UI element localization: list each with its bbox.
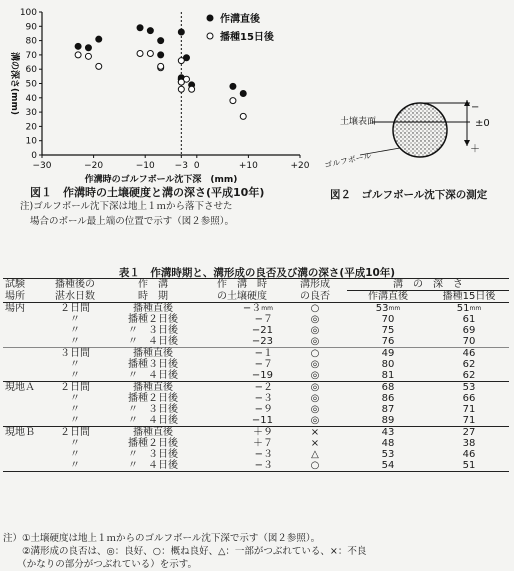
cell-d2: 70	[462, 336, 476, 347]
y-tick-label: 20	[25, 122, 37, 133]
hdr-site-2: 場所	[3, 291, 45, 303]
cell-days: 〃	[70, 370, 80, 381]
table-row	[3, 336, 509, 348]
cell-good: ◎	[310, 404, 320, 415]
cell-site: 場内	[5, 303, 25, 314]
point-15days	[75, 52, 81, 58]
fig1-note-line2: 場合のボール最上端の位置で示す（図２参照）。	[30, 216, 235, 227]
legend-label-1: 作溝直後	[220, 14, 260, 25]
cell-timing: 〃 ４日後	[128, 415, 178, 426]
cell-site	[3, 438, 45, 449]
cell-timing: 播種直後	[133, 303, 173, 314]
unit-label: mm	[261, 305, 273, 312]
cell-d2: 46	[429, 348, 509, 360]
cell-hard: −19	[251, 370, 273, 381]
cell-site	[3, 348, 45, 360]
cell-site: 現地Ａ	[3, 382, 45, 394]
cell-d1: 87	[381, 404, 395, 415]
cell-hard: −３	[254, 449, 273, 460]
legend-label-2: 播種15日後	[220, 32, 274, 43]
cell-timing: 播種２日後	[128, 438, 178, 449]
cell-site: 現地Ｂ	[3, 427, 45, 439]
hdr-depth-b: 播種15日後	[429, 291, 509, 303]
hdr-depth: 溝 の 深 さ	[347, 279, 509, 291]
cell-days: ２日間	[60, 303, 90, 314]
cell-good: ◎	[310, 370, 320, 381]
cell-hard: −９	[254, 404, 273, 415]
x-tick-label: −10	[135, 161, 155, 171]
cell-d2: 66	[462, 393, 476, 404]
cell-days: 〃	[70, 449, 80, 460]
point-immediate	[85, 45, 91, 51]
point-15days	[96, 63, 102, 69]
cell-d2: 51	[429, 460, 509, 472]
cell-good: ◎	[310, 314, 320, 325]
point-15days	[158, 63, 164, 69]
cell-d1: 54	[347, 460, 429, 472]
x-tick-label: +20	[290, 161, 310, 171]
y-tick-label: 10	[25, 136, 37, 147]
cell-hard: ＋９	[201, 427, 283, 439]
surface-label: 土壌表面	[340, 117, 377, 127]
y-tick-label: 50	[25, 79, 37, 90]
y-tick-label: 40	[25, 93, 37, 104]
cell-good: ×	[283, 427, 347, 439]
cell-good: ×	[310, 438, 320, 449]
unit-label: mm	[388, 305, 401, 312]
cell-d2: $51^{mm}$	[456, 303, 482, 314]
point-immediate	[158, 52, 164, 58]
ball-label: ゴルフボール	[323, 151, 373, 170]
cell-d2: 62	[462, 370, 476, 381]
depth-scatter-chart	[0, 0, 320, 190]
cell-good: ◎	[310, 336, 320, 347]
table-row	[3, 460, 509, 472]
table-row	[3, 438, 509, 449]
cell-site	[3, 359, 45, 370]
cell-good: ◎	[310, 415, 320, 426]
cell-d1: 76	[381, 336, 395, 347]
y-axis-label: 溝の深さ(mm)	[9, 52, 19, 115]
point-15days	[147, 50, 153, 56]
cell-hard: −23	[251, 336, 273, 347]
cell-good: △	[311, 449, 319, 460]
cell-timing: 〃 ４日後	[128, 336, 178, 347]
cell-d1: 48	[381, 438, 395, 449]
table-row	[3, 325, 509, 336]
table-title: 表１ 作溝時期と、溝形成の良否及び溝の深さ(平成10年)	[118, 267, 396, 279]
point-15days	[189, 86, 195, 92]
table-note-2: ②溝形成の良否は、◎：良好、○：概ね良好、△：一部がつぶれている、×：不良	[3, 546, 367, 557]
cell-hard: −11	[251, 415, 273, 426]
cell-timing: 播種２日後	[128, 314, 178, 325]
point-15days	[137, 50, 143, 56]
cell-d1: 43	[347, 427, 429, 439]
cell-days: 〃	[70, 415, 80, 426]
cell-days: ３日間	[45, 348, 105, 360]
y-tick-label: 60	[25, 65, 37, 76]
cell-timing: 播種直後	[105, 348, 201, 360]
results-table	[3, 278, 509, 472]
cell-hard: −３	[201, 460, 283, 472]
cell-d2: 69	[462, 325, 476, 336]
hdr-hard-2: の土壌硬度	[201, 291, 283, 303]
y-tick-label: 90	[25, 22, 37, 33]
fig1-caption: 図１ 作溝時の土壌硬度と溝の深さ(平成10年)	[30, 186, 265, 199]
cell-site	[3, 370, 45, 382]
cell-d1: 49	[347, 348, 429, 360]
point-immediate	[75, 43, 81, 49]
cell-hard: −21	[251, 325, 273, 336]
legend-marker-filled	[207, 15, 213, 21]
point-15days	[240, 113, 246, 119]
hdr-good-1: 溝形成	[300, 279, 330, 291]
cell-days: ２日間	[45, 427, 105, 439]
unit-label: mm	[469, 305, 482, 312]
y-tick-label: 100	[19, 8, 37, 18]
table-row	[3, 359, 509, 370]
cell-site	[3, 393, 45, 404]
cell-d1: 81	[381, 370, 395, 381]
cell-site	[3, 449, 45, 460]
table-row	[3, 427, 509, 439]
cell-d2: 71	[462, 404, 476, 415]
cell-timing: 播種３日後	[128, 359, 178, 370]
minus-label: −	[471, 102, 480, 113]
golf-ball-shape	[393, 103, 447, 157]
cell-good: ○	[310, 303, 320, 314]
cell-d2: 62	[462, 359, 476, 370]
point-15days	[178, 86, 184, 92]
point-15days	[178, 58, 184, 64]
cell-d2: 71	[462, 415, 476, 426]
table-row	[3, 303, 509, 315]
cell-timing: 播種直後	[105, 427, 201, 439]
cell-site	[3, 460, 45, 472]
cell-days: 〃	[45, 460, 105, 472]
table-row	[3, 449, 509, 460]
cell-d2: 27	[429, 427, 509, 439]
point-immediate	[147, 28, 153, 34]
table-body	[3, 303, 509, 472]
table-note-3: （かなりの部分がつぶれている）を示す。	[3, 559, 197, 570]
cell-good: ◎	[283, 382, 347, 394]
cell-site	[3, 415, 45, 427]
cell-d1: 70	[381, 314, 395, 325]
cell-good: ◎	[310, 393, 320, 404]
point-immediate	[96, 36, 102, 42]
cell-timing: 播種２日後	[128, 393, 178, 404]
table-row	[3, 382, 509, 394]
hdr-timing-1: 作 溝	[138, 279, 168, 291]
cell-d1: $53^{mm}$	[375, 303, 401, 314]
cell-timing: 〃 ３日後	[128, 325, 178, 336]
zero-label: ±0	[475, 118, 490, 129]
cell-timing: 〃 ３日後	[128, 404, 178, 415]
cell-d2: 53	[429, 382, 509, 394]
fig1-note-line1: 注)ゴルフボール沈下深は地上１ｍから落下させた	[20, 201, 233, 212]
y-tick-label: 70	[25, 50, 37, 61]
cell-days: 〃	[70, 314, 80, 325]
cell-days: 〃	[70, 325, 80, 336]
hdr-hard-1: 作 溝 時	[217, 279, 267, 291]
cell-timing: 播種直後	[105, 382, 201, 394]
table-row	[3, 314, 509, 325]
table-note-1: 注）①土壌硬度は地上１ｍからのゴルフボール沈下深で示す（図２参照）。	[3, 533, 321, 544]
cell-good: ◎	[310, 359, 320, 370]
cell-days: 〃	[70, 404, 80, 415]
cell-hard: −２	[201, 382, 283, 394]
point-immediate	[178, 29, 184, 35]
point-15days	[178, 79, 184, 85]
cell-site	[3, 314, 45, 325]
y-tick-label: 80	[25, 36, 37, 47]
hdr-site-1: 試験	[5, 279, 25, 291]
cell-d1: 68	[347, 382, 429, 394]
x-tick-label: −20	[84, 161, 104, 171]
cell-hard: −７	[254, 314, 273, 325]
x-tick-label: 0	[193, 161, 200, 171]
point-15days	[230, 98, 236, 104]
hdr-timing-2: 時 期	[105, 291, 201, 303]
cell-timing: 〃 ４日後	[105, 460, 201, 472]
point-immediate	[158, 38, 164, 44]
table-row	[3, 393, 509, 404]
cell-site	[3, 404, 45, 415]
hdr-days-1: 播種後の	[55, 279, 95, 291]
cell-days: 〃	[70, 336, 80, 347]
cell-site	[3, 336, 45, 348]
table-row	[3, 348, 509, 360]
cell-d2: 38	[462, 438, 476, 449]
cell-d1: 80	[381, 359, 395, 370]
cell-d1: 53	[381, 449, 395, 460]
table-row	[3, 404, 509, 415]
cell-days: 〃	[70, 359, 80, 370]
hdr-depth-a: 作溝直後	[347, 291, 429, 303]
cell-d1: 75	[381, 325, 395, 336]
y-tick-label: 30	[25, 108, 37, 119]
golf-ball-diagram	[320, 100, 510, 180]
x-tick-label: +10	[238, 161, 258, 171]
point-15days	[85, 53, 91, 59]
cell-hard: −１	[201, 348, 283, 360]
hdr-days-2: 湛水日数	[45, 291, 105, 303]
table-row	[3, 415, 509, 427]
x-axis-label: 作溝時のゴルフボール沈下深 (mm)	[84, 175, 238, 185]
cell-hard: $-3^{mm}$	[242, 303, 273, 314]
cell-hard: −３	[254, 393, 273, 404]
cell-d2: 61	[462, 314, 476, 325]
cell-days: ２日間	[45, 382, 105, 394]
point-immediate	[230, 83, 236, 89]
x-tick-label: −30	[32, 161, 52, 171]
cell-good: ○	[283, 460, 347, 472]
cell-d1: 86	[381, 393, 395, 404]
legend-marker-open	[207, 33, 213, 39]
plus-label: ＋	[470, 144, 480, 155]
cell-days: 〃	[70, 393, 80, 404]
hdr-good-2: の良否	[283, 291, 347, 303]
cell-site	[3, 325, 45, 336]
cell-hard: −７	[254, 359, 273, 370]
cell-timing: 〃 ４日後	[128, 370, 178, 381]
y-tick-label: 0	[31, 151, 37, 161]
x-tick-label: −3	[174, 161, 188, 171]
cell-days: 〃	[70, 438, 80, 449]
cell-hard: ＋７	[253, 438, 273, 449]
point-immediate	[137, 25, 143, 31]
table-row	[3, 370, 509, 382]
cell-good: ◎	[310, 325, 320, 336]
fig2-caption: 図２ ゴルフボール沈下深の測定	[330, 189, 488, 201]
point-immediate	[240, 91, 246, 97]
cell-d2: 46	[462, 449, 476, 460]
cell-d1: 89	[381, 415, 395, 426]
cell-good: ○	[283, 348, 347, 360]
cell-timing: 〃 ３日後	[128, 449, 178, 460]
